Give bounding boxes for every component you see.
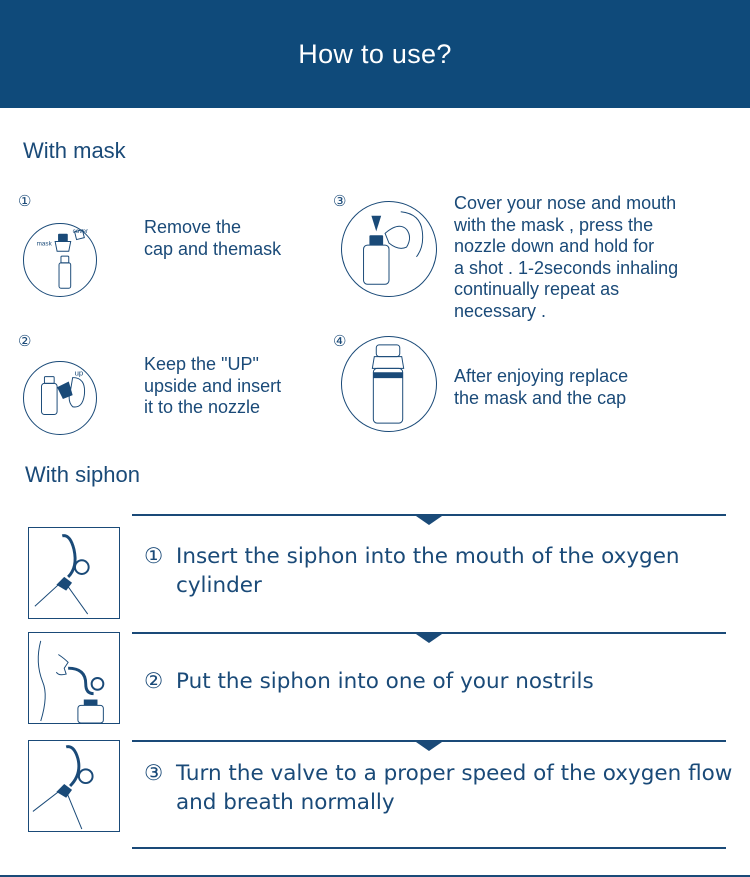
mask-step-4-number: ④ — [333, 333, 347, 350]
mask-step-4-illustration — [341, 336, 437, 432]
valve-turn-icon — [29, 741, 119, 831]
siphon-step-2-number: ② — [144, 669, 164, 694]
cover-label: cover — [72, 227, 89, 235]
siphon-step-2-text — [144, 667, 736, 696]
mask-section-title: With mask — [23, 138, 126, 163]
siphon-step-2-label: Put the siphon into one of your nostrils — [176, 669, 594, 694]
cylinder-with-cap-icon — [342, 337, 436, 431]
arrow-down-icon — [416, 516, 442, 525]
mask-step-1-number: ① — [18, 193, 32, 210]
siphon-step-1-text — [144, 542, 736, 600]
divider-line — [132, 847, 726, 849]
mask-step-2-text: Keep the "UP" upside and insert it to the nozzle — [144, 354, 282, 417]
mask-step-3-number: ③ — [333, 193, 347, 210]
up-label: up — [74, 368, 84, 378]
mask-step-1-illustration — [23, 223, 97, 297]
remove-cap-icon — [24, 224, 96, 296]
mask-step-3-illustration — [341, 201, 437, 297]
page-title: How to use? — [298, 38, 452, 69]
siphon-step-3-text — [144, 759, 736, 817]
header-banner — [0, 0, 750, 108]
mask-step-2-illustration — [23, 361, 97, 435]
siphon-step-1-label: Insert the siphon into the mouth of the oxygen cylinder — [176, 544, 680, 598]
arrow-down-icon — [416, 634, 442, 643]
mask-label: mask — [36, 240, 52, 248]
siphon-section-title: With siphon — [25, 462, 140, 487]
arrow-down-icon — [416, 742, 442, 751]
siphon-step-3-number: ③ — [144, 761, 164, 786]
press-nozzle-icon — [342, 202, 436, 296]
insert-nozzle-icon — [24, 362, 96, 434]
mask-step-1-text: Remove the cap and themask — [144, 217, 282, 259]
siphon-insert-icon — [29, 528, 119, 618]
siphon-step-1-illustration — [28, 527, 120, 619]
siphon-step-1-number: ① — [144, 544, 164, 569]
mask-step-3-text: Cover your nose and mouth with the mask , press the nozzle down and hold for a shot . 1-2seconds inhaling continually repeat as necessary . — [454, 193, 679, 321]
mask-step-2-number: ② — [18, 333, 32, 350]
siphon-nostril-icon — [29, 633, 119, 723]
siphon-step-3-illustration — [28, 740, 120, 832]
mask-step-4-text: After enjoying replace the mask and the cap — [454, 366, 629, 408]
siphon-step-2-illustration — [28, 632, 120, 724]
siphon-step-3-label: Turn the valve to a proper speed of the oxygen flow and breath normally — [176, 761, 733, 815]
